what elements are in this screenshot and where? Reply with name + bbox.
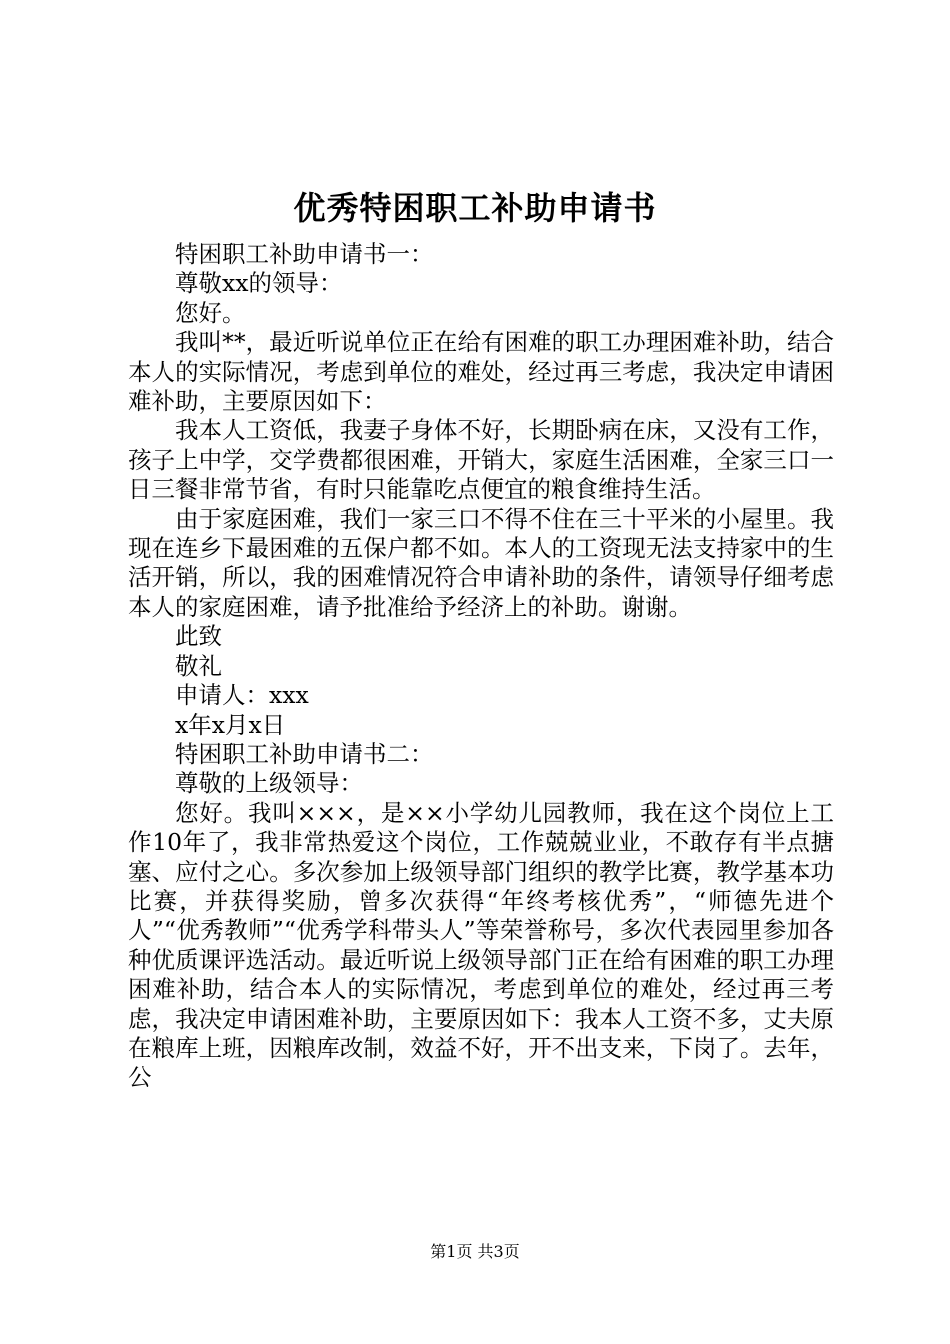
page-number: 第1页 共3页 (430, 1242, 520, 1261)
closing-line: 此致 (175, 622, 222, 651)
body-paragraph: 您好。我叫×××，是××小学幼儿园教师，我在这个岗位上工作10年了，我非常热爱这个岗位，工作兢兢业业，不敢存有半点搪塞、应付之心。多次参加上级领导部门组织的教学比赛，教学基本功比赛，并获得奖励，曾多次获得“年终考核优秀”，“师德先进个人”“优秀教师”“优秀学科带头人”等荣誉称号，多次代表园里参加各种优质课评选活动。最近听说上级领导部门正在给有困难的职工办理困难补助，结合本人的实际情况，考虑到单位的难处，经过再三考虑，我决定申请困难补助，主要原因如下：我本人工资不多，丈夫原在粮库上班，因粮库改制，效益不好，开不出支来，下岗了。去年，公 (128, 798, 834, 1092)
document-title: 优秀特困职工补助申请书 (293, 189, 657, 227)
section-heading-1: 特困职工补助申请书一： (175, 240, 434, 268)
section-heading-2: 特困职工补助申请书二： (175, 739, 434, 768)
body-paragraph: 由于家庭困难，我们一家三口不得不住在三十平米的小屋里。我现在连乡下最困难的五保户都不如。本人的工资现无法支持家中的生活开销，所以，我的困难情况符合申请补助的条件，请领导仔细考虑本人的家庭困难，请予批准给予经济上的补助。谢谢。 (128, 504, 834, 621)
document-body (128, 240, 834, 1093)
salutation-2: 尊敬的上级领导： (175, 769, 363, 798)
closing-line: 敬礼 (175, 651, 222, 680)
greeting-1: 您好。 (175, 298, 246, 327)
body-paragraph: 我叫**，最近听说单位正在给有困难的职工办理困难补助，结合本人的实际情况，考虑到单位的难处，经过再三考虑，我决定申请困难补助，主要原因如下： (128, 328, 834, 416)
date-line: x年x月x日 (175, 710, 286, 739)
applicant-line: 申请人：xxx (175, 681, 309, 710)
salutation-1: 尊敬xx的领导： (175, 269, 343, 298)
body-paragraph: 我本人工资低，我妻子身体不好，长期卧病在床，又没有工作，孩子上中学，交学费都很困难，开销大，家庭生活困难，全家三口一日三餐非常节省，有时只能靠吃点便宜的粮食维持生活。 (128, 416, 834, 504)
